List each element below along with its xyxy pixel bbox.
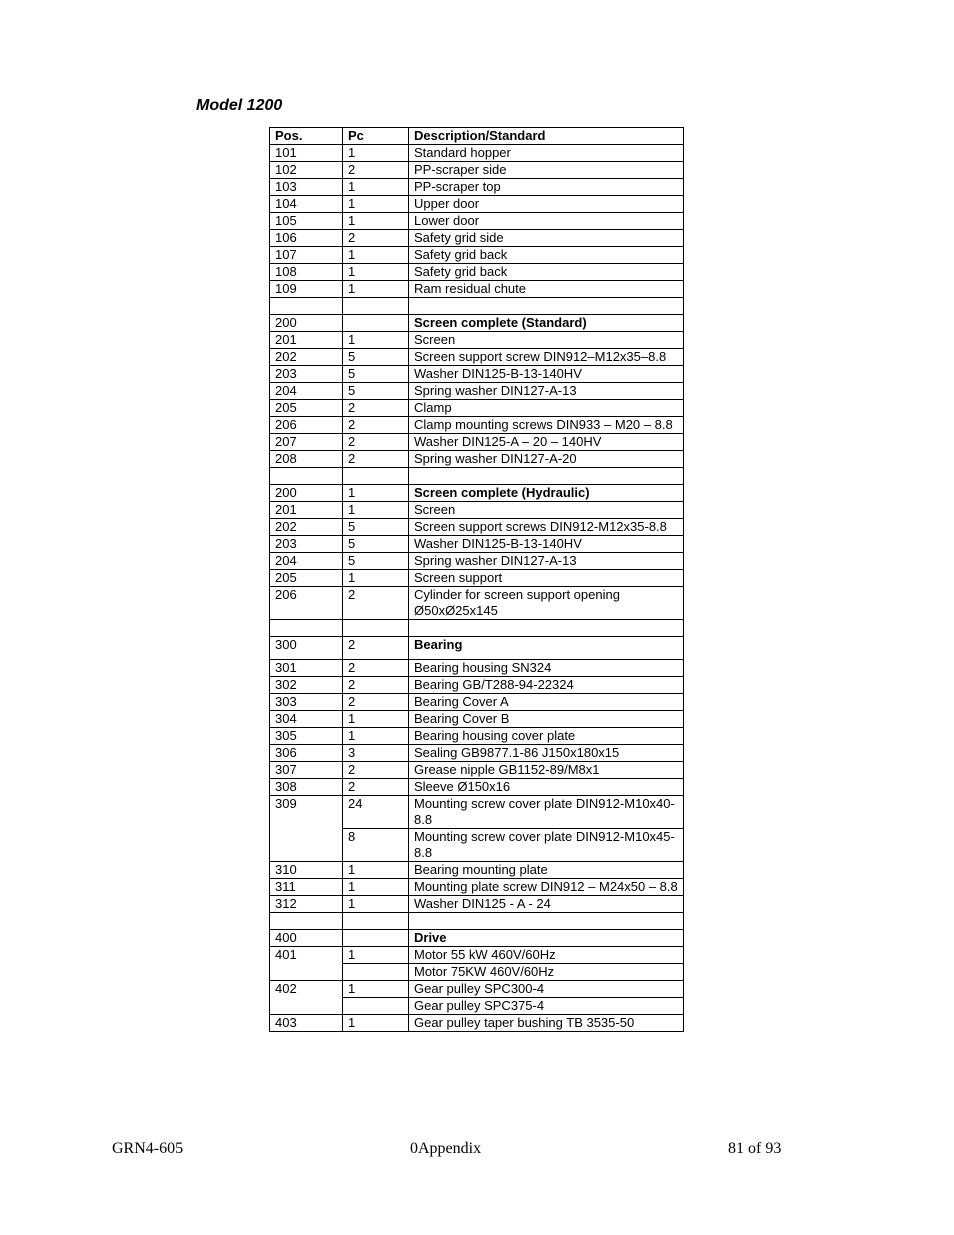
cell-pos: 206 — [270, 417, 343, 434]
table-row — [270, 1015, 684, 1032]
cell-description: PP-scraper side — [409, 162, 684, 179]
table-row — [270, 677, 684, 694]
cell-pc: 1 — [343, 728, 409, 745]
cell-pos: 310 — [270, 862, 343, 879]
cell-pos: 207 — [270, 434, 343, 451]
table-row — [270, 762, 684, 779]
cell-pos — [270, 298, 343, 315]
table-row — [270, 400, 684, 417]
cell-description: Screen — [409, 332, 684, 349]
cell-pc: 2 — [343, 762, 409, 779]
cell-description: Spring washer DIN127-A-20 — [409, 451, 684, 468]
cell-description: Ram residual chute — [409, 281, 684, 298]
cell-description: Spring washer DIN127-A-13 — [409, 553, 684, 570]
cell-description: Screen support — [409, 570, 684, 587]
cell-pc: 2 — [343, 637, 409, 660]
cell-pos: 205 — [270, 400, 343, 417]
cell-description: Screen complete (Standard) — [409, 315, 684, 332]
table-body — [270, 145, 684, 1032]
cell-pos: 206 — [270, 587, 343, 620]
table-row — [270, 711, 684, 728]
table-row — [270, 230, 684, 247]
cell-pos: 301 — [270, 660, 343, 677]
table-row — [270, 366, 684, 383]
cell-pc: 2 — [343, 162, 409, 179]
header-pos: Pos. — [270, 128, 343, 145]
table-row — [270, 179, 684, 196]
cell-pos: 202 — [270, 349, 343, 366]
cell-pos: 205 — [270, 570, 343, 587]
table-row — [270, 536, 684, 553]
cell-pos: 200 — [270, 315, 343, 332]
table-row — [270, 728, 684, 745]
cell-pos: 203 — [270, 536, 343, 553]
cell-pc — [343, 913, 409, 930]
cell-description: Motor 55 kW 460V/60Hz — [409, 947, 684, 964]
cell-description: Sleeve Ø150x16 — [409, 779, 684, 796]
cell-pc: 1 — [343, 264, 409, 281]
cell-description: Drive — [409, 930, 684, 947]
cell-pos — [270, 468, 343, 485]
cell-pc: 1 — [343, 196, 409, 213]
cell-description: Safety grid back — [409, 247, 684, 264]
cell-pc: 5 — [343, 366, 409, 383]
table-row — [270, 451, 684, 468]
cell-pc: 1 — [343, 281, 409, 298]
table-row — [270, 145, 684, 162]
cell-pos: 104 — [270, 196, 343, 213]
table-row — [270, 981, 684, 998]
header-description: Description/Standard — [409, 128, 684, 145]
cell-pc: 1 — [343, 247, 409, 264]
page-heading: Model 1200 — [196, 97, 283, 114]
cell-description: Mounting screw cover plate DIN912-M10x45-8.8 — [409, 829, 684, 862]
cell-pos: 201 — [270, 332, 343, 349]
cell-description — [409, 468, 684, 485]
cell-pos: 309 — [270, 796, 343, 862]
cell-description: Bearing Cover A — [409, 694, 684, 711]
table-row — [270, 281, 684, 298]
cell-description: Lower door — [409, 213, 684, 230]
cell-pc: 24 — [343, 796, 409, 829]
cell-description: Cylinder for screen support opening Ø50xØ25x145 — [409, 587, 684, 620]
table-row — [270, 298, 684, 315]
cell-description: Mounting plate screw DIN912 – M24x50 – 8.8 — [409, 879, 684, 896]
cell-pc: 2 — [343, 451, 409, 468]
cell-pos: 109 — [270, 281, 343, 298]
cell-pc: 2 — [343, 434, 409, 451]
table-row — [270, 694, 684, 711]
table-row — [270, 417, 684, 434]
cell-pos: 302 — [270, 677, 343, 694]
cell-description — [409, 620, 684, 637]
cell-pos: 311 — [270, 879, 343, 896]
parts-table — [269, 127, 684, 1032]
cell-description: Washer DIN125 - A - 24 — [409, 896, 684, 913]
table-row — [270, 485, 684, 502]
table-row — [270, 383, 684, 400]
table-row — [270, 637, 684, 660]
table-row — [270, 913, 684, 930]
cell-pos: 403 — [270, 1015, 343, 1032]
cell-description: Bearing mounting plate — [409, 862, 684, 879]
cell-pc: 1 — [343, 332, 409, 349]
cell-pc — [343, 315, 409, 332]
cell-pos — [270, 913, 343, 930]
table-row — [270, 264, 684, 281]
cell-pos: 208 — [270, 451, 343, 468]
cell-description: Bearing — [409, 637, 684, 660]
table-row — [270, 247, 684, 264]
table-row — [270, 587, 684, 620]
cell-pc: 2 — [343, 587, 409, 620]
cell-description: Safety grid side — [409, 230, 684, 247]
cell-description: Screen complete (Hydraulic) — [409, 485, 684, 502]
cell-pc — [343, 468, 409, 485]
cell-pos: 108 — [270, 264, 343, 281]
cell-pos: 306 — [270, 745, 343, 762]
cell-description — [409, 298, 684, 315]
cell-pos — [270, 620, 343, 637]
cell-pos: 400 — [270, 930, 343, 947]
cell-pc: 5 — [343, 519, 409, 536]
cell-pc: 5 — [343, 553, 409, 570]
cell-description: Spring washer DIN127-A-13 — [409, 383, 684, 400]
header-pc: Pc — [343, 128, 409, 145]
cell-pc — [343, 930, 409, 947]
cell-pos: 307 — [270, 762, 343, 779]
table-row — [270, 315, 684, 332]
cell-pc: 1 — [343, 981, 409, 998]
cell-description: Clamp — [409, 400, 684, 417]
cell-pc: 5 — [343, 536, 409, 553]
table-row — [270, 879, 684, 896]
cell-description: Bearing Cover B — [409, 711, 684, 728]
cell-pos: 202 — [270, 519, 343, 536]
cell-description: Bearing housing cover plate — [409, 728, 684, 745]
cell-pos: 300 — [270, 637, 343, 660]
cell-pc: 1 — [343, 1015, 409, 1032]
cell-description: Washer DIN125-B-13-140HV — [409, 536, 684, 553]
cell-pc: 1 — [343, 179, 409, 196]
table-row — [270, 896, 684, 913]
table-row — [270, 862, 684, 879]
cell-pc: 1 — [343, 862, 409, 879]
table-row — [270, 660, 684, 677]
cell-pc: 2 — [343, 677, 409, 694]
cell-description: Bearing housing SN324 — [409, 660, 684, 677]
table-row — [270, 213, 684, 230]
table-row — [270, 947, 684, 964]
cell-description: Washer DIN125-A – 20 – 140HV — [409, 434, 684, 451]
table-row — [270, 502, 684, 519]
cell-pc — [343, 620, 409, 637]
table-row — [270, 570, 684, 587]
table-row — [270, 745, 684, 762]
cell-description: Standard hopper — [409, 145, 684, 162]
cell-description: Grease nipple GB1152-89/M8x1 — [409, 762, 684, 779]
cell-pos: 204 — [270, 553, 343, 570]
table-header-row — [270, 128, 684, 145]
cell-pc: 8 — [343, 829, 409, 862]
cell-pc: 5 — [343, 383, 409, 400]
cell-description: Gear pulley SPC300-4 — [409, 981, 684, 998]
cell-pos: 303 — [270, 694, 343, 711]
cell-pc: 2 — [343, 230, 409, 247]
table-row — [270, 796, 684, 829]
cell-pc: 1 — [343, 213, 409, 230]
cell-pc: 1 — [343, 502, 409, 519]
cell-pos: 106 — [270, 230, 343, 247]
cell-description: Clamp mounting screws DIN933 – M20 – 8.8 — [409, 417, 684, 434]
cell-pos: 402 — [270, 981, 343, 1015]
table-row — [270, 519, 684, 536]
cell-pc: 2 — [343, 660, 409, 677]
table-row — [270, 332, 684, 349]
cell-pc: 2 — [343, 400, 409, 417]
cell-pc: 2 — [343, 417, 409, 434]
cell-pos: 308 — [270, 779, 343, 796]
cell-pc: 1 — [343, 879, 409, 896]
cell-description: Motor 75KW 460V/60Hz — [409, 964, 684, 981]
cell-pos: 200 — [270, 485, 343, 502]
cell-pos: 203 — [270, 366, 343, 383]
cell-pos: 204 — [270, 383, 343, 400]
table-row — [270, 779, 684, 796]
cell-pc: 1 — [343, 570, 409, 587]
cell-description: Bearing GB/T288-94-22324 — [409, 677, 684, 694]
cell-pc: 1 — [343, 145, 409, 162]
cell-description: Washer DIN125-B-13-140HV — [409, 366, 684, 383]
cell-pc: 2 — [343, 694, 409, 711]
cell-pc: 5 — [343, 349, 409, 366]
cell-pc — [343, 964, 409, 981]
table-row — [270, 930, 684, 947]
cell-pos: 107 — [270, 247, 343, 264]
table-row — [270, 162, 684, 179]
table-row — [270, 553, 684, 570]
cell-pc — [343, 298, 409, 315]
cell-description: Screen support screws DIN912-M12x35-8.8 — [409, 519, 684, 536]
cell-description: Mounting screw cover plate DIN912-M10x40-8.8 — [409, 796, 684, 829]
table-row — [270, 349, 684, 366]
cell-description: Gear pulley SPC375-4 — [409, 998, 684, 1015]
cell-description: Screen — [409, 502, 684, 519]
cell-description: PP-scraper top — [409, 179, 684, 196]
cell-pos: 101 — [270, 145, 343, 162]
cell-pos: 304 — [270, 711, 343, 728]
cell-pos: 105 — [270, 213, 343, 230]
footer-page-number: 81 of 93 — [728, 1140, 782, 1157]
cell-description: Sealing GB9877.1-86 J150x180x15 — [409, 745, 684, 762]
table-row — [270, 434, 684, 451]
cell-pc: 1 — [343, 947, 409, 964]
cell-description — [409, 913, 684, 930]
cell-pc: 1 — [343, 711, 409, 728]
table-row — [270, 196, 684, 213]
table-row — [270, 468, 684, 485]
cell-pos: 103 — [270, 179, 343, 196]
cell-pc: 1 — [343, 485, 409, 502]
cell-pc: 2 — [343, 779, 409, 796]
cell-pc — [343, 998, 409, 1015]
cell-pc: 3 — [343, 745, 409, 762]
cell-pc: 1 — [343, 896, 409, 913]
footer-section: 0Appendix — [410, 1140, 482, 1157]
cell-description: Gear pulley taper bushing TB 3535-50 — [409, 1015, 684, 1032]
table-row — [270, 620, 684, 637]
cell-pos: 305 — [270, 728, 343, 745]
cell-description: Safety grid back — [409, 264, 684, 281]
cell-pos: 201 — [270, 502, 343, 519]
footer-doc-id: GRN4-605 — [112, 1140, 184, 1157]
cell-pos: 102 — [270, 162, 343, 179]
cell-pos: 401 — [270, 947, 343, 981]
cell-pos: 312 — [270, 896, 343, 913]
cell-description: Screen support screw DIN912–M12x35–8.8 — [409, 349, 684, 366]
cell-description: Upper door — [409, 196, 684, 213]
